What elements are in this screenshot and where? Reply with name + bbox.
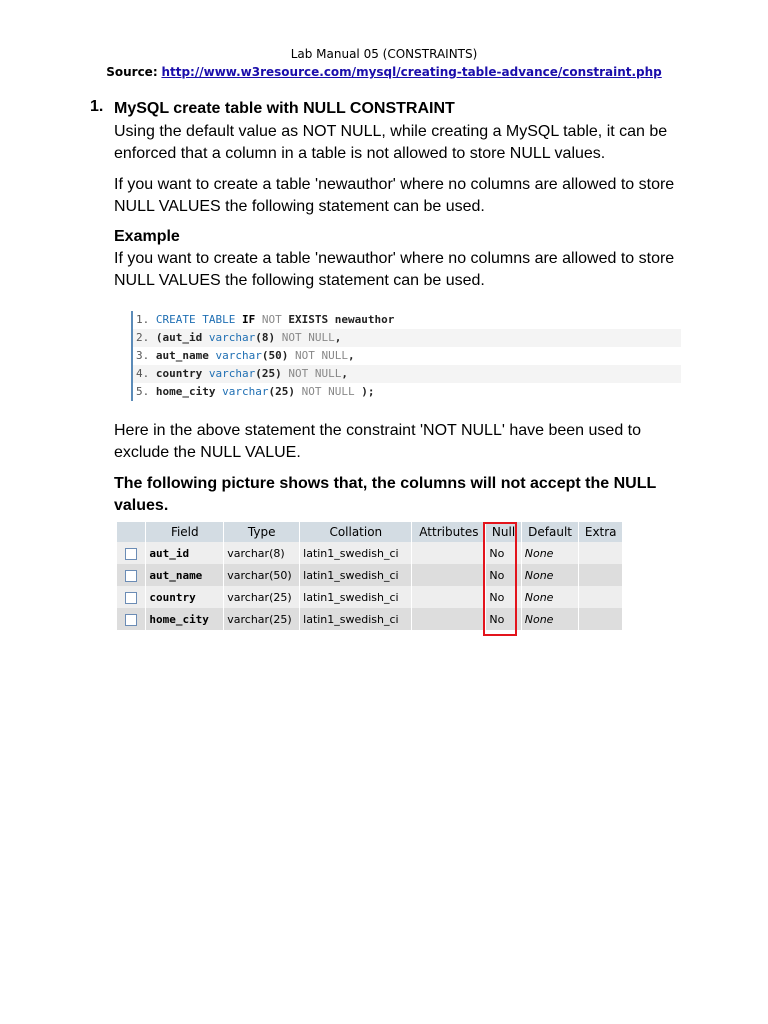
cell-default: None <box>521 608 579 630</box>
table-row <box>117 564 623 586</box>
cell-collation: latin1_swedish_ci <box>300 542 412 564</box>
header-collation[interactable]: Collation <box>300 522 412 542</box>
table-row <box>117 542 623 564</box>
section-number: 1. <box>90 98 104 115</box>
cell-type: varchar(25) <box>224 608 300 630</box>
cell-attributes <box>412 564 486 586</box>
code-line: 3. aut_name varchar(50) NOT NULL, <box>136 349 355 362</box>
paragraph-explanation: Here in the above statement the constraint 'NOT NULL' have been used to exclude the NULL VALUE. <box>114 422 642 461</box>
header-type[interactable]: Type <box>224 522 300 542</box>
page-header <box>0 45 768 81</box>
row-checkbox[interactable] <box>117 542 146 564</box>
cell-collation: latin1_swedish_ci <box>300 608 412 630</box>
example-heading: Example <box>114 228 180 245</box>
cell-default: None <box>521 564 579 586</box>
cell-field: country <box>146 586 224 608</box>
code-line: 1. CREATE TABLE IF NOT EXISTS newauthor <box>136 313 395 326</box>
cell-attributes <box>412 608 486 630</box>
cell-type: varchar(25) <box>224 586 300 608</box>
table-row <box>117 608 623 630</box>
row-checkbox[interactable] <box>117 608 146 630</box>
cell-default: None <box>521 542 579 564</box>
paragraph-intro: Using the default value as NOT NULL, while creating a MySQL table, it can be enforced that a column in a table is not allowed to store NULL values. <box>114 123 668 162</box>
checkbox-icon[interactable] <box>125 570 137 582</box>
header-checkbox-col <box>117 522 146 542</box>
code-line: 2. (aut_id varchar(8) NOT NULL, <box>133 329 681 347</box>
code-line: 4. country varchar(25) NOT NULL, <box>133 365 681 383</box>
code-line: 5. home_city varchar(25) NOT NULL ); <box>136 385 375 398</box>
cell-attributes <box>412 586 486 608</box>
null-column-highlight <box>483 522 517 636</box>
paragraph-newauthor: If you want to create a table 'newauthor' where no columns are allowed to store NULL VALUES the following statement can be used. <box>114 176 675 215</box>
checkbox-icon[interactable] <box>125 548 137 560</box>
cell-collation: latin1_swedish_ci <box>300 564 412 586</box>
after-text <box>114 420 684 517</box>
cell-collation: latin1_swedish_ci <box>300 586 412 608</box>
code-block <box>131 311 681 401</box>
cell-attributes <box>412 542 486 564</box>
checkbox-icon[interactable] <box>125 614 137 626</box>
table-header-row <box>117 522 623 542</box>
cell-extra <box>579 542 623 564</box>
source-link[interactable]: http://www.w3resource.com/mysql/creating-table-advance/constraint.php <box>161 65 662 79</box>
header-null[interactable]: Null <box>486 522 521 542</box>
paragraph-picture-caption: The following picture shows that, the columns will not accept the NULL values. <box>114 475 656 514</box>
paragraph-example: If you want to create a table 'newauthor' where no columns are allowed to store NULL VALUES the following statement can be used. <box>114 250 675 289</box>
cell-field: aut_name <box>146 564 224 586</box>
section-heading: MySQL create table with NULL CONSTRAINT <box>114 100 455 117</box>
cell-extra <box>579 586 623 608</box>
header-field[interactable]: Field <box>146 522 224 542</box>
cell-field: aut_id <box>146 542 224 564</box>
structure-table <box>117 522 623 630</box>
cell-null: No <box>486 564 521 586</box>
cell-null: No <box>486 608 521 630</box>
row-checkbox[interactable] <box>117 586 146 608</box>
cell-type: varchar(50) <box>224 564 300 586</box>
cell-field: home_city <box>146 608 224 630</box>
cell-extra <box>579 608 623 630</box>
document-title: Lab Manual 05 (CONSTRAINTS) <box>290 47 478 61</box>
cell-type: varchar(8) <box>224 542 300 564</box>
header-extra[interactable]: Extra <box>579 522 623 542</box>
row-checkbox[interactable] <box>117 564 146 586</box>
cell-null: No <box>486 586 521 608</box>
header-attributes[interactable]: Attributes <box>412 522 486 542</box>
header-default[interactable]: Default <box>521 522 579 542</box>
cell-extra <box>579 564 623 586</box>
cell-default: None <box>521 586 579 608</box>
structure-table-screenshot <box>117 522 623 638</box>
source-label: Source: <box>106 65 158 79</box>
section-content <box>114 98 684 292</box>
cell-null: No <box>486 542 521 564</box>
table-row <box>117 586 623 608</box>
source-line <box>0 63 768 81</box>
checkbox-icon[interactable] <box>125 592 137 604</box>
